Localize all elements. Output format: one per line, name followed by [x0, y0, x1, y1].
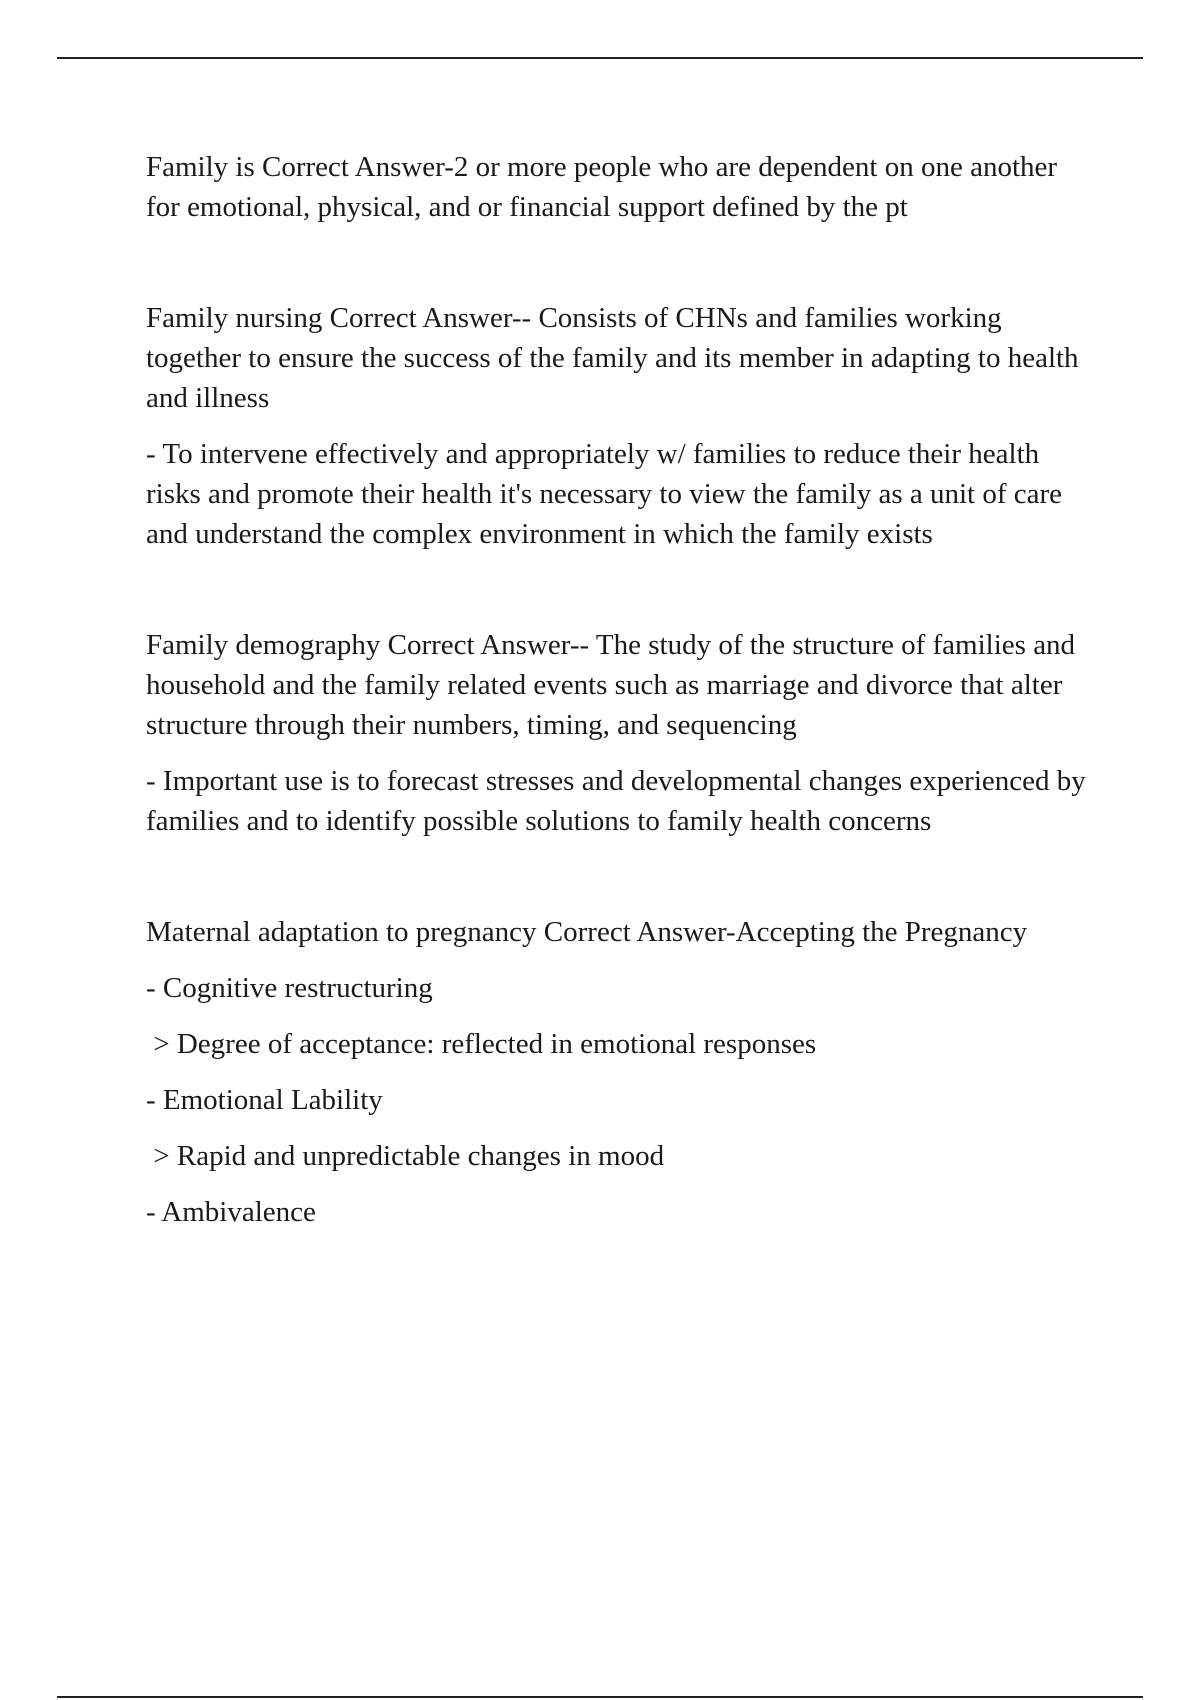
entry-family-demography	[146, 625, 1094, 841]
entry-family	[146, 147, 1091, 227]
entry-maternal-adaptation-definition: Maternal adaptation to pregnancy Correct Answer-Accepting the Pregnancy	[146, 916, 1028, 948]
entry-family-definition: Family is Correct Answer-2 or more people who are dependent on one another for emotional, physical, and or financial support defined by the pt	[146, 151, 1065, 223]
list-item: - Cognitive restructuring	[146, 972, 433, 1004]
bottom-rule	[57, 1696, 1143, 1698]
entry-family-demography-note: - Important use is to forecast stresses and developmental changes experienced by families and to identify possible solutions to family health concerns	[146, 765, 1094, 837]
entry-family-demography-definition: Family demography Correct Answer-- The study of the structure of families and household and the family related events such as marriage and divorce that alter structure through their numbers, timing, and sequencing	[146, 629, 1083, 741]
list-item: > Degree of acceptance: reflected in emotional responses	[146, 1028, 817, 1060]
entry-family-nursing	[146, 298, 1091, 554]
list-item: > Rapid and unpredictable changes in mood	[146, 1140, 665, 1172]
entry-spacer	[146, 857, 1091, 912]
document-body	[146, 147, 1094, 1248]
entry-spacer	[146, 570, 1091, 625]
entry-family-nursing-note: - To intervene effectively and appropriately w/ families to reduce their health risks and promote their health it's necessary to view the family as a unit of care and understand the complex environment in which the family exists	[146, 438, 1070, 550]
entry-spacer	[146, 243, 1091, 298]
entry-maternal-adaptation	[146, 912, 1091, 1232]
entry-family-nursing-definition: Family nursing Correct Answer-- Consists of CHNs and families working together to ensure the success of the family and its member in adapting to health and illness	[146, 302, 1086, 414]
list-item: - Ambivalence	[146, 1196, 316, 1228]
list-item: - Emotional Lability	[146, 1084, 383, 1116]
top-rule	[57, 57, 1143, 59]
